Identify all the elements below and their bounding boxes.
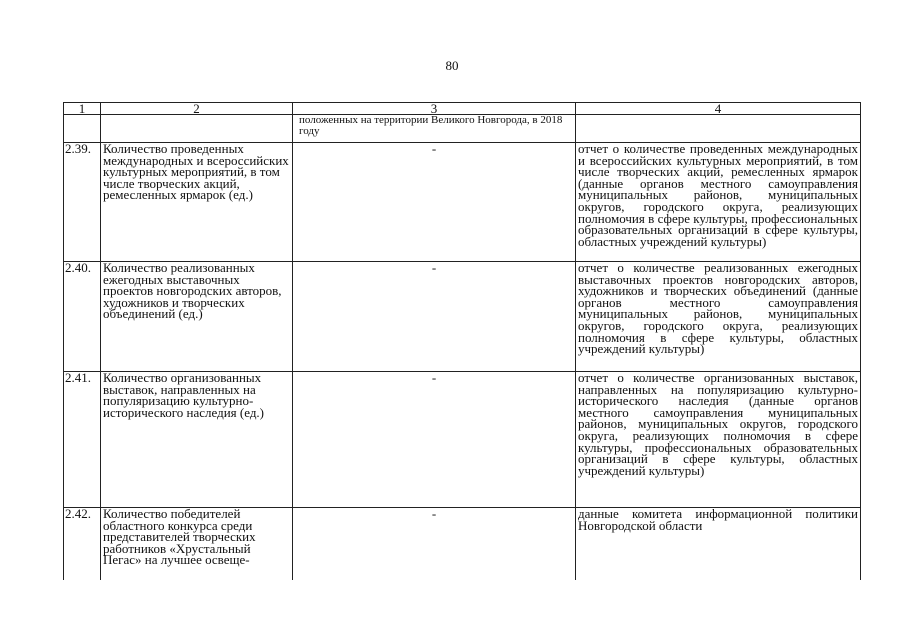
table-row <box>64 372 861 508</box>
indicator-name: Количество победителей областного конкурса среди представителей творческих работников «Хрустальный Пегас» на лучшее освеще- <box>101 508 293 581</box>
table-row <box>64 143 861 262</box>
table-header-row <box>64 103 861 115</box>
indicator-name: Количество проведенных международных и всероссийских культурных мероприятий, в том числе творческих акций, ремесленных ярмарок (ед.) <box>101 143 293 262</box>
page-number: 80 <box>445 58 459 73</box>
row-number: 2.40. <box>64 262 101 372</box>
indicator-name: Количество организованных выставок, направленных на популяризацию культурно-исторического наследия (ед.) <box>101 372 293 508</box>
table-row <box>64 262 861 372</box>
column-number-1: 1 <box>64 103 101 115</box>
indicator-value: - <box>293 262 576 372</box>
table-row <box>64 508 861 581</box>
continuation-text: положенных на территории Великого Новгорода, в 2018 году <box>293 115 576 143</box>
indicator-value: - <box>293 508 576 581</box>
row-number: 2.39. <box>64 143 101 262</box>
row-number: 2.41. <box>64 372 101 508</box>
indicators-table <box>63 102 861 580</box>
data-source: отчет о количестве проведенных международных и всероссийских культурных мероприятий, в том числе творческих акций, ремесленных ярмарок (данные органов местного самоуправления муниципальных районов, муниципальных округов, городского округа, реализующих полномочия в сфере культуры, профессиональных образовательных организаций в сфере культуры, областных учреждений культуры) <box>576 143 861 262</box>
indicator-name: Количество реализованных ежегодных выставочных проектов новгородских авторов, художников и творческих объединений (ед.) <box>101 262 293 372</box>
indicator-value: - <box>293 372 576 508</box>
column-number-3: 3 <box>293 103 576 115</box>
column-number-4: 4 <box>576 103 861 115</box>
row-number: 2.42. <box>64 508 101 581</box>
continuation-row <box>64 115 861 143</box>
data-source: отчет о количестве организованных выставок, направленных на популяризацию культурно-исторического наследия (данные органов местного самоуправления муниципальных районов, муниципальных округов, городского округа, реализующих полномочия в сфере культуры, профессиональных образовательных организаций в сфере культуры, областных учреждений культуры) <box>576 372 861 508</box>
indicator-value: - <box>293 143 576 262</box>
data-source: данные комитета информационной политики Новгородской области <box>576 508 861 581</box>
data-source: отчет о количестве реализованных ежегодных выставочных проектов новгородских авторов, художников и творческих объединений (данные органов местного самоуправления муниципальных районов, муниципальных округов, городского округа, реализующих полномочия в сфере культуры, областных учреждений культуры) <box>576 262 861 372</box>
column-number-2: 2 <box>101 103 293 115</box>
